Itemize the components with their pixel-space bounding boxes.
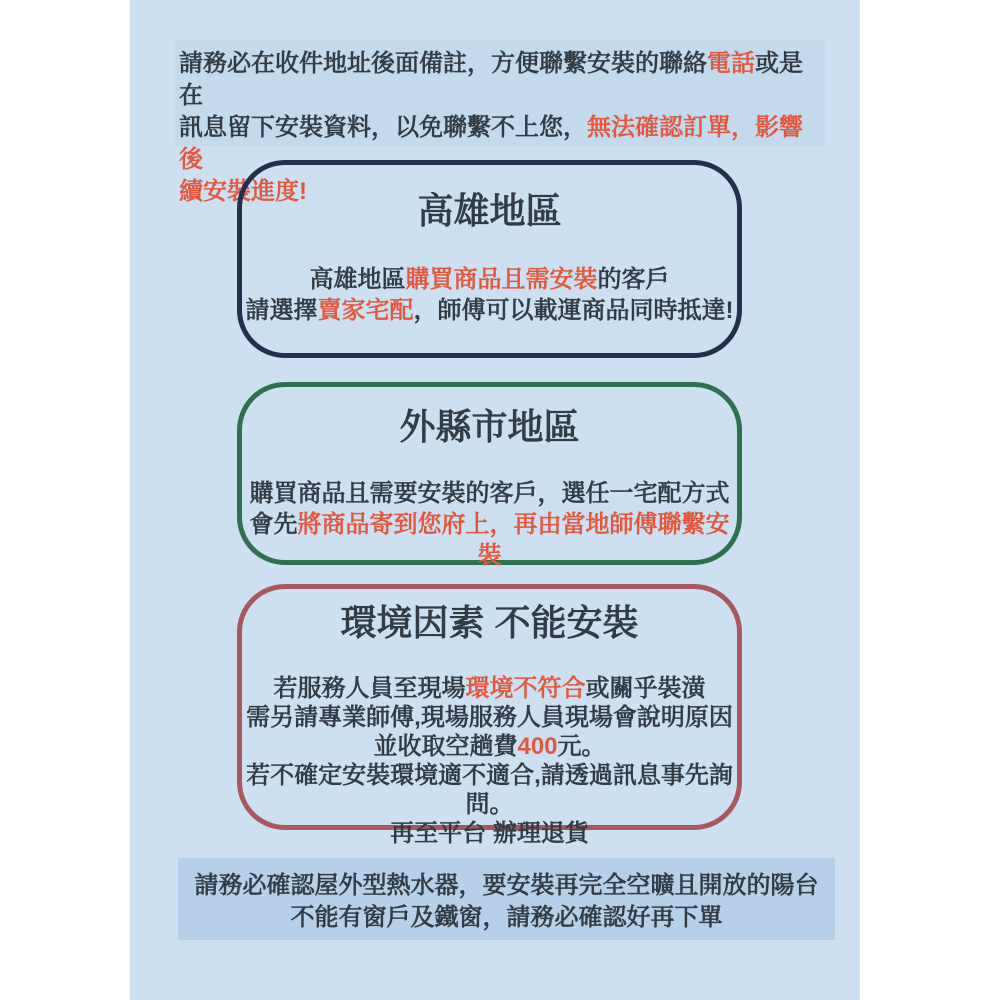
highlighted-text: 購買商品且需安裝 [405,266,598,293]
contact-reminder-note [175,40,825,205]
highlighted-text: 環境不符合 [465,675,586,702]
body-line [242,478,737,509]
body-line [242,761,737,819]
body-line [242,509,737,571]
other-counties-region-box [237,382,742,569]
text-segment: 或是在 [179,50,803,109]
text-segment: 需另請專業師傅,現場服務人員現場會說明原因 [246,704,733,731]
environment-box-title: 環境因素 不能安裝 [340,602,639,643]
body-line [242,295,737,326]
highlighted-text: 無法確認訂單，影響後 [179,114,803,173]
footer-line [178,870,835,902]
text-segment: 請選擇 [245,297,318,324]
text-segment: 若服務人員至現場 [273,675,466,702]
highlighted-text: 電話 [707,50,755,77]
text-segment: 請務必確認屋外型熱水器，要安裝再完全空曠且開放的陽台 [194,872,819,899]
text-segment: 元。 [557,733,606,760]
text-segment: 並收取空趟費 [373,733,518,760]
environment-restriction-box [237,584,742,847]
other-counties-box-body [242,478,737,571]
body-line [242,732,737,761]
text-segment: 若不確定安裝環境適不適合,請透過訊息事先詢問。 [246,762,733,818]
body-line [242,674,737,703]
kaohsiung-box-body [242,264,737,326]
text-segment: 再至平台 辦理退貨 [390,820,589,847]
body-line [242,264,737,295]
footer-line [178,902,835,934]
text-segment: 請務必在收件地址後面備註，方便聯繫安裝的聯絡 [179,50,707,77]
environment-box-body [242,674,737,848]
text-segment: 或關乎裝潢 [585,675,706,702]
kaohsiung-box-title: 高雄地區 [417,190,562,231]
body-line [242,703,737,732]
text-segment: 高雄地區 [309,266,406,293]
text-segment: 訊息留下安裝資料，以免聯繫不上您， [179,114,587,141]
highlighted-text: 賣家宅配 [317,297,414,324]
text-segment: 的客戶 [597,266,670,293]
text-segment: ，師傅可以載運商品同時抵達! [413,297,734,324]
outdoor-heater-warning-note [178,858,835,940]
text-segment: 會先 [249,511,298,538]
text-segment: 購買商品且需要安裝的客戶，選任一宅配方式 [249,480,730,507]
other-counties-box-title: 外縣市地區 [399,406,580,447]
text-segment: 不能有窗戶及鐵窗，請務必確認好再下單 [290,904,723,931]
note-line [179,48,825,112]
body-line [242,819,737,848]
highlighted-text: 續安裝進度! [179,178,307,205]
highlighted-text: 將商品寄到您府上，再由當地師傅聯繫安裝 [297,511,730,569]
kaohsiung-region-box [237,160,742,358]
highlighted-text: 400 [517,733,558,760]
